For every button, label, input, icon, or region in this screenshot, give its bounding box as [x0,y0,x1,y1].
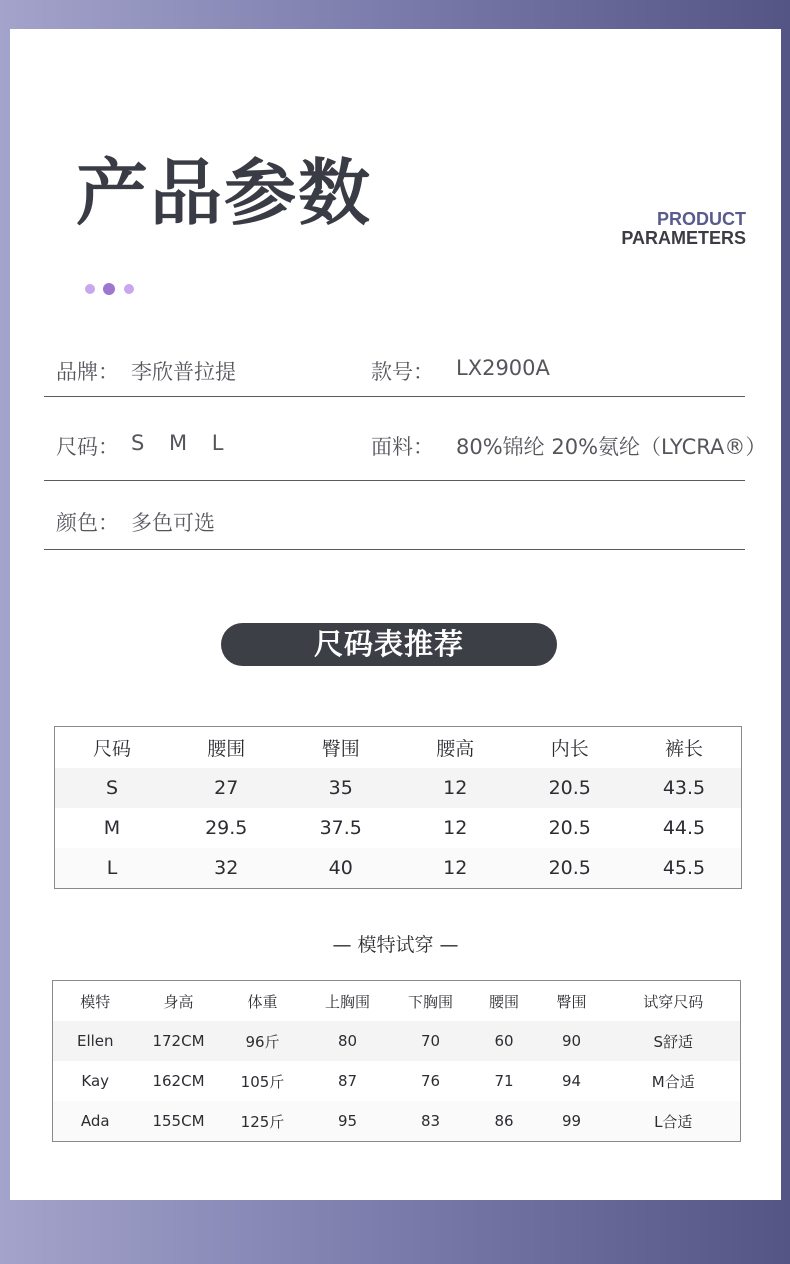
table-cell: 29.5 [205,817,248,839]
table-cell: 70 [390,1021,472,1061]
table-cell: 71 [494,1072,514,1090]
english-title-line-1: PRODUCT [657,209,746,229]
table-cell: 20.5 [548,817,591,839]
size-table-header: 尺码 [92,738,131,760]
table-cell: 80 [306,1021,390,1061]
dot-icon [103,283,115,295]
table-row [53,1021,741,1061]
brand-label: 品牌： [56,360,119,384]
table-row [55,848,742,889]
table-cell: 27 [169,768,284,808]
size-value: S M L [131,431,233,455]
dot-icon [85,284,95,294]
table-cell: Kay [81,1072,110,1090]
table-cell: Ada [53,1101,138,1142]
table-cell: 94 [561,1072,582,1090]
table-cell: 12 [443,817,468,839]
size-label: 尺码： [56,435,119,459]
size-table-header: 臀围 [321,738,360,760]
table-cell: 20.5 [513,848,628,889]
table-row [55,808,742,848]
english-title-line-2: PARAMETERS [621,228,746,248]
table-row [53,1061,741,1101]
table-cell: 172CM [138,1021,220,1061]
size-chart-table [54,726,742,889]
table-cell: 99 [537,1101,607,1142]
model-table-header: 试穿尺码 [643,992,704,1011]
table-row [55,768,742,808]
size-table-header: 裤长 [664,738,703,760]
table-cell: 95 [306,1101,390,1142]
fabric-label: 面料： [371,435,434,459]
table-cell: 96斤 [220,1021,306,1061]
style-number-label: 款号： [371,360,434,384]
table-cell: 40 [284,848,399,889]
model-fitting-heading: — 模特试穿 — [332,934,459,956]
table-cell: S舒适 [607,1021,741,1061]
table-cell: 43.5 [627,768,742,808]
model-table-header: 模特 [80,992,111,1011]
table-cell: 12 [398,768,513,808]
table-cell: Ellen [53,1021,138,1061]
model-table-header: 身高 [163,992,194,1011]
fabric-value: 80%锦纶 20%氨纶（LYCRA®） [456,435,767,459]
param-row-size [44,397,767,481]
table-cell: L [55,848,170,889]
size-chart-heading: 尺码表推荐 [221,623,557,666]
model-table-header-row [53,981,741,1022]
product-card [10,29,781,1200]
table-cell: 105斤 [240,1072,285,1091]
table-cell: S [55,768,170,808]
size-table-header: 腰高 [436,738,475,760]
table-cell: 60 [472,1021,537,1061]
model-table-header: 臀围 [556,992,587,1011]
table-cell: 86 [472,1101,537,1142]
table-cell: 37.5 [319,817,362,839]
table-cell: 35 [284,768,399,808]
style-number-value: LX2900A [456,356,550,380]
dot-icon [124,284,134,294]
model-table-header: 体重 [247,992,278,1011]
brand-value: 李欣普拉提 [131,360,236,384]
table-cell: 83 [390,1101,472,1142]
size-table-header: 内长 [550,738,589,760]
model-fitting-table [52,980,741,1142]
table-cell: 155CM [138,1101,220,1142]
table-cell: 76 [420,1072,441,1090]
param-row-color [44,481,745,550]
color-value: 多色可选 [131,511,215,535]
model-table-header: 下胸围 [407,992,453,1011]
table-cell: 32 [169,848,284,889]
table-cell: 90 [537,1021,607,1061]
page-title: 产品参数 [76,151,373,235]
table-cell: 87 [337,1072,358,1090]
model-table-header: 上胸围 [324,992,370,1011]
param-row-brand [44,334,745,397]
size-table-header: 腰围 [207,738,246,760]
table-cell: 12 [398,848,513,889]
product-parameters [44,334,767,550]
model-table-header: 腰围 [488,992,519,1011]
table-cell: 20.5 [513,768,628,808]
table-cell: 45.5 [627,848,742,889]
english-title [621,210,746,248]
table-cell: M合适 [651,1072,695,1091]
table-row [53,1101,741,1142]
table-cell: 162CM [152,1072,205,1090]
table-cell: 44.5 [662,817,706,839]
table-cell: M [103,817,121,839]
table-cell: L合适 [607,1101,741,1142]
color-label: 颜色： [56,511,119,535]
table-cell: 125斤 [220,1101,306,1142]
size-table-header-row [55,727,742,769]
